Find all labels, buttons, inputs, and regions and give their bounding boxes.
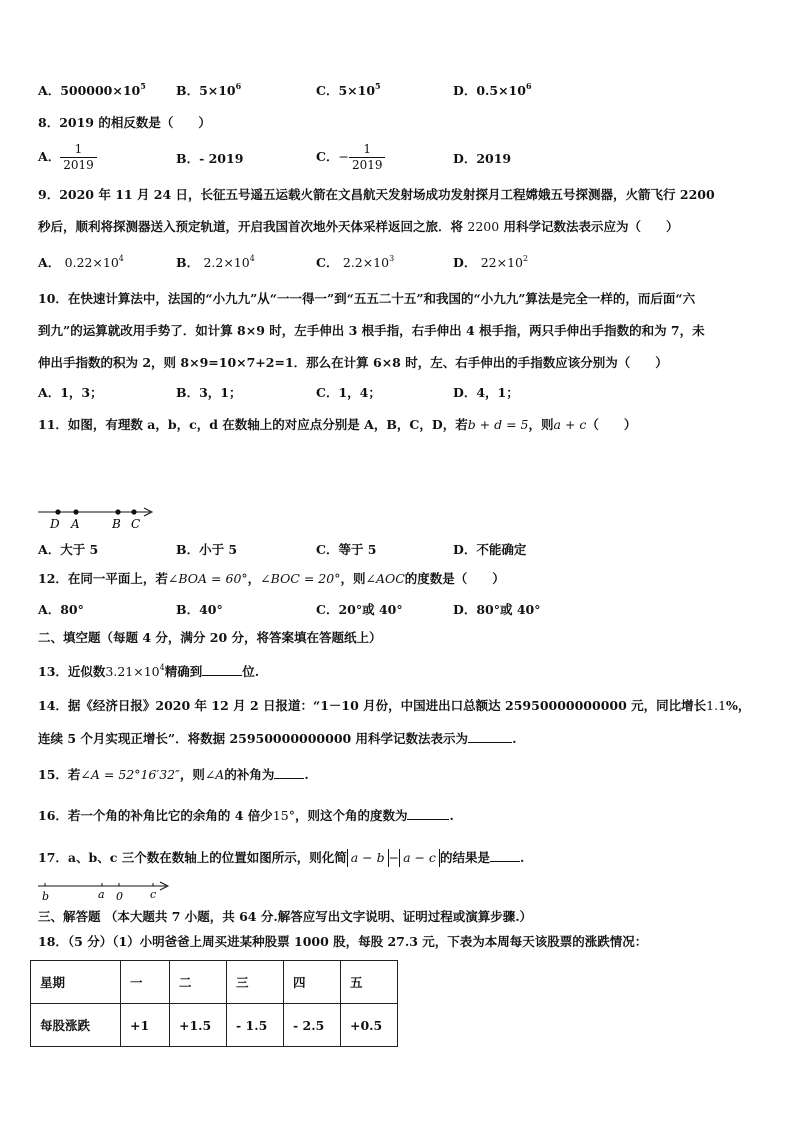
label-a: A (71, 517, 80, 530)
question-15: 15．若∠A = 52°16′32″，则∠A的补角为 . (38, 767, 309, 782)
label-d: D (50, 517, 60, 530)
section-heading-solutions: 三、解答题 （本大题共 7 小题，共 64 分.解答应写出文字说明、证明过程或演算步骤.） (38, 909, 533, 924)
table-cell: 三 (227, 961, 284, 1004)
question-9-line1: 9．2020 年 11 月 24 日，长征五号遥五运载火箭在文昌航天发射场成功发射探月工程嫦娥五号探测器，火箭飞行 2200 (38, 187, 715, 202)
question-12: 12．在同一平面上，若∠BOA = 60°，∠BOC = 20°，则∠AOC的度数是（ ） (38, 571, 505, 586)
table-cell: - 2.5 (284, 1004, 341, 1047)
number-line-q11 (36, 502, 160, 530)
table-cell: 二 (170, 961, 227, 1004)
question-14-line1: 14．据《经济日报》2020 年 12 月 2 日报道：“1－10 月份，中国进出口总额达 25950000000000 元，同比增长1.1%， (38, 698, 751, 713)
option-b: B．$5\times 10^6$ (176, 81, 242, 98)
label-c: C (131, 517, 141, 530)
option-a: A．大于 5 (38, 542, 99, 557)
question-10-line3: 伸出手指数的积为 2，则 8×9=10×7+2=1．那么在计算 6×8 时，左、右手伸出的手指数应该分别为（ ） (38, 355, 668, 370)
section-heading-fill-in: 二、填空题（每题 4 分，满分 20 分，将答案填在答题纸上） (38, 630, 382, 645)
option-d: D．不能确定 (453, 542, 527, 557)
option-a: A． $0.22\times 10^4$ (38, 254, 124, 270)
table-cell: 每股涨跌 (31, 1004, 121, 1047)
option-b: B． $2.2\times 10^4$ (176, 254, 255, 270)
option-b: B．40° (176, 602, 223, 617)
option-c: C．等于 5 (316, 542, 377, 557)
table-cell: - 1.5 (227, 1004, 284, 1047)
label-c: c (150, 888, 157, 901)
question-8: 8．2019 的相反数是（ ） (38, 115, 211, 130)
answer-blank[interactable] (202, 662, 242, 676)
question-14-line2: 连续 5 个月实现正增长”．将数据 25950000000000 用科学记数法表示为 . (38, 731, 517, 746)
option-c: C．1，4； (316, 385, 381, 400)
question-17: 17．a、b、c 三个数在数轴上的位置如图所示，则化简 a − b − a − c 的结果是 . (38, 850, 525, 865)
number-line-q17 (36, 876, 176, 904)
option-c: C．− $\frac{1}{2019}$ (316, 142, 385, 173)
option-b: B．小于 5 (176, 542, 238, 557)
table-row (31, 1004, 398, 1047)
question-16: 16．若一个角的补角比它的余角的 4 倍少15°，则这个角的度数为 . (38, 808, 454, 823)
option-d: D． $22\times 10^2$ (453, 254, 529, 270)
table-cell: +1 (121, 1004, 170, 1047)
point-d (55, 509, 60, 514)
answer-blank[interactable] (490, 848, 520, 862)
option-d: D．$0.5\times 10^6$ (453, 81, 532, 98)
option-d: D．2019 (453, 151, 512, 166)
question-10-line1: 10．在快速计算法中，法国的“小九九”从“一一得一”到“五五二十五”和我国的“小九九”算法是完全一样的，而后面“六 (38, 291, 696, 306)
option-c: C．$5\times 10^5$ (316, 81, 381, 98)
question-11: 11．如图，有理数 a，b，c，d 在数轴上的对应点分别是 A，B，C，D，若b + d = 5，则a + c（ ） (38, 417, 637, 432)
point-b (115, 509, 120, 514)
option-a: A．80° (38, 602, 84, 617)
table-cell: +1.5 (170, 1004, 227, 1047)
question-9-line2: 秒后，顺利将探测器送入预定轨道，开启我国首次地外天体采样返回之旅．将 2200 用科学记数法表示应为（ ） (38, 219, 679, 234)
option-a: A．$500000\times 10^5$ (38, 81, 146, 98)
question-10-line2: 到九”的运算就改用手势了．如计算 8×9 时，左手伸出 3 根手指，右手伸出 4 根手指，两只手伸出手指数的和为 7，未 (38, 323, 705, 338)
option-d: D．80°或 40° (453, 602, 541, 617)
question-18: 18．（5 分）（1）小明爸爸上周买进某种股票 1000 股，每股 27.3 元，下表为本周每天该股票的涨跌情况： (38, 934, 648, 949)
label-a: a (98, 888, 105, 901)
option-b: B．- 2019 (176, 151, 244, 166)
option-b: B．3，1； (176, 385, 242, 400)
table-cell: +0.5 (341, 1004, 398, 1047)
table-row (31, 961, 398, 1004)
point-c (131, 509, 136, 514)
table-cell: 四 (284, 961, 341, 1004)
answer-blank[interactable] (407, 806, 449, 820)
option-d: D．4，1； (453, 385, 519, 400)
table-cell: 星期 (31, 961, 121, 1004)
question-13: 13．近似数$3.21\times 10^4$精确到 位. (38, 663, 260, 679)
answer-blank[interactable] (274, 765, 304, 779)
label-0: 0 (116, 890, 123, 903)
table-cell: 五 (341, 961, 398, 1004)
option-c: C． $2.2\times 10^3$ (316, 254, 395, 270)
option-c: C．20°或 40° (316, 602, 403, 617)
label-b: B (112, 517, 121, 530)
label-b: b (42, 890, 50, 903)
answer-blank[interactable] (468, 729, 512, 743)
point-a (73, 509, 78, 514)
table-cell: 一 (121, 961, 170, 1004)
stock-change-table (30, 960, 398, 1047)
option-a: A．1，3； (38, 385, 103, 400)
option-a: A． $\frac{1}{2019}$ (38, 142, 97, 173)
